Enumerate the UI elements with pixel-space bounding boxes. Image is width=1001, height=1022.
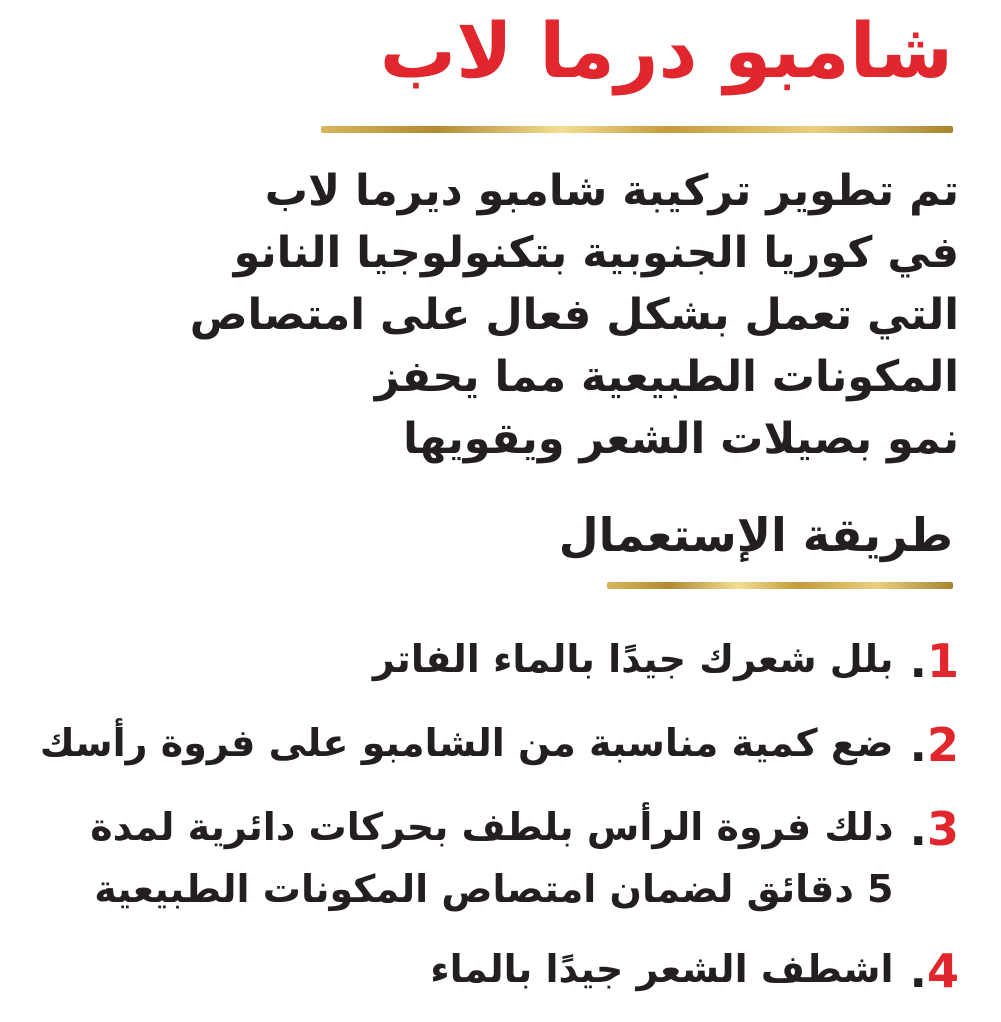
step-number: 4. <box>909 944 959 998</box>
gold-divider-top <box>321 126 953 133</box>
usage-heading: طريقة الإستعمال <box>558 508 953 562</box>
step-text <box>90 796 893 920</box>
intro-line: المكونات الطبيعية مما يحفز <box>374 352 959 402</box>
step-line: بلل شعرك جيدًا بالماء الفاتر <box>372 637 894 681</box>
step-line: اشطف الشعر جيدًا بالماء <box>430 947 894 991</box>
usage-steps-list <box>39 628 959 1022</box>
step-line: دلك فروة الرأس بلطف بحركات دائرية لمدة <box>90 805 894 849</box>
intro-line: نمو بصيلات الشعر ويقويها <box>403 414 959 464</box>
usage-step-4 <box>59 938 959 1004</box>
step-line: ضع كمية مناسبة من الشامبو على فروة رأسك <box>39 721 894 765</box>
intro-line: التي تعمل بشكل فعال على امتصاص <box>189 290 959 340</box>
page-title: شامبو درما لاب <box>379 6 953 95</box>
step-line: 5 دقائق لضمان امتصاص المكونات الطبيعية <box>94 867 894 911</box>
intro-paragraph <box>189 160 959 470</box>
step-number: 1. <box>909 634 959 688</box>
gold-divider-usage <box>607 582 953 589</box>
usage-step-1 <box>59 628 959 694</box>
step-number: 3. <box>909 802 959 856</box>
intro-line: في كوريا الجنوبية بتكنولوجيا النانو <box>233 228 959 278</box>
step-number: 2. <box>909 718 959 772</box>
intro-line: تم تطوير تركيبة شامبو ديرما لاب <box>264 166 959 216</box>
step-text <box>430 938 893 1000</box>
step-text <box>40 712 894 774</box>
usage-step-3 <box>59 796 959 920</box>
step-text <box>373 628 894 690</box>
usage-step-2 <box>39 712 959 778</box>
